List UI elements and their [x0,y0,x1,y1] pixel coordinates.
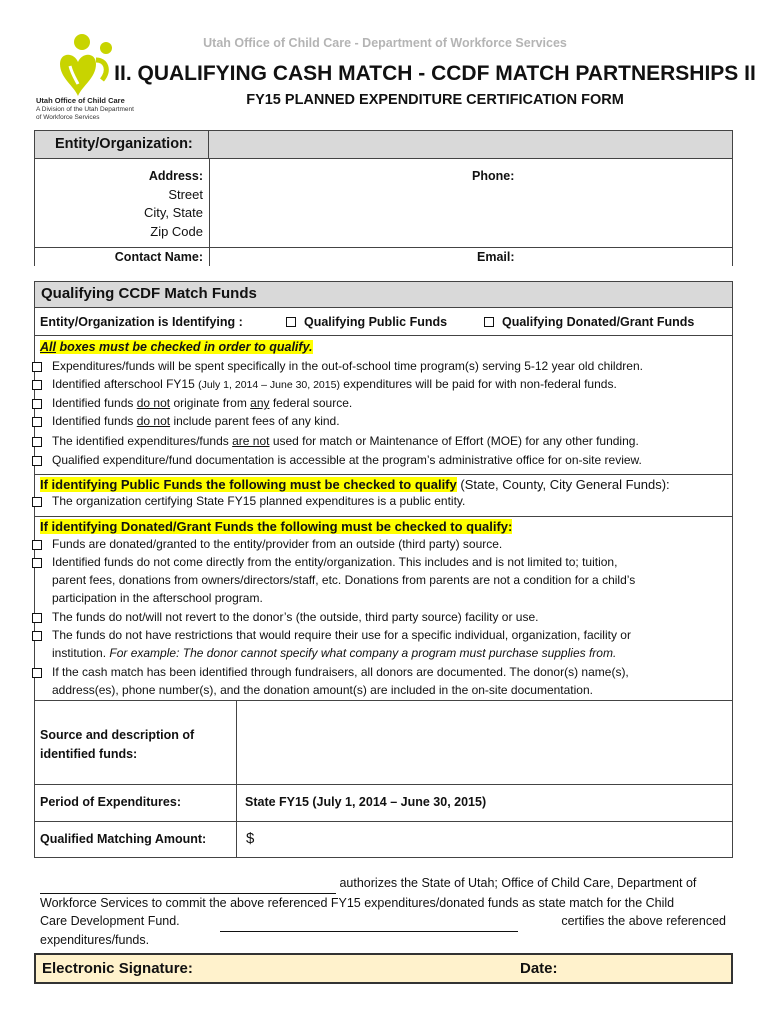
checkbox[interactable] [32,417,42,427]
address-divider [209,159,210,266]
contact-row-line [34,247,733,248]
source-label-line1: Source and description of [40,728,195,742]
checkbox[interactable] [32,437,42,447]
all-boxes-note-all [40,340,313,354]
all-boxes-all-word: All [40,340,56,354]
item-text-underline: do not [136,396,171,410]
signature-label: Electronic Signature: [42,960,193,977]
contact-input[interactable] [212,249,462,265]
cert-line-1-text: authorizes the State of Utah; Office of Child Care, Department of [336,876,697,890]
zip-label: Zip Code [150,223,203,239]
general-item-6 [52,453,642,467]
donated-funds-checkbox[interactable] [484,317,494,327]
identifying-row [35,309,732,336]
cert-line-1 [40,874,726,894]
item-text-underline: do not [136,414,171,428]
cert-line-3-left: Care Development Fund. [40,914,180,928]
item-text: The organization certifying State FY15 planned expenditures is a public entity. [52,494,466,508]
checkbox[interactable] [32,380,42,390]
phone-label: Phone: [472,169,515,183]
source-label [40,726,194,764]
funds-section-title: Qualifying CCDF Match Funds [41,285,257,302]
certifier-name-blank[interactable] [220,912,518,932]
donated-item-4-cont [52,646,616,660]
cert-line-4: expenditures/funds. [40,932,150,947]
public-item [52,494,465,508]
source-label-line2: identified funds: [40,747,138,761]
general-item-1 [52,359,643,373]
donated-item-4 [52,628,631,642]
address-input-area[interactable] [212,162,462,242]
checkbox[interactable] [32,497,42,507]
general-item-2 [52,377,617,391]
entity-label: Entity/Organization: [55,136,193,152]
item-text-underline: are not [232,434,270,448]
item-text: include parent fees of any kind. [170,414,340,428]
details-row-line-1 [34,784,733,785]
cert-line-2: Workforce Services to commit the above referenced FY15 expenditures/donated funds as state match for the Child [40,895,675,910]
contact-label: Contact Name: [114,250,203,264]
amount-input[interactable] [240,824,728,856]
checkbox[interactable] [32,558,42,568]
certification-text [40,874,726,949]
street-label: Street [168,186,203,202]
donated-item-2-cont [52,573,635,587]
date-label: Date: [520,960,558,977]
donated-funds-label: Qualifying Donated/Grant Funds [502,315,695,329]
period-value: State FY15 (July 1, 2014 – June 30, 2015) [245,795,487,809]
checkbox[interactable] [32,613,42,623]
item-text: If the cash match has been identified through fundraisers, all donors are documented. The donor(s) name(s), [52,665,629,679]
cert-line-3 [40,912,726,931]
item-text: parent fees, donations from owners/directors/staff, etc. Donations from parents are not a condition for a child’s [52,573,636,587]
public-funds-checkbox[interactable] [286,317,296,327]
item-text-italic: For example: The donor cannot specify what company a program must purchase supplies from. [109,646,617,660]
donated-funds-header [34,516,732,536]
all-boxes-rest: boxes must be checked in order to qualify. [55,340,313,354]
checkbox[interactable] [32,668,42,678]
item-text-small: (July 1, 2014 – June 30, 2015) [198,379,340,391]
logo-name: Utah Office of Child Care [36,96,125,105]
item-text: The funds do not/will not revert to the donor’s (the outside, third party source) facility or use. [52,610,539,624]
item-text: institution. [52,646,110,660]
item-text: originate from [170,396,251,410]
org-name-blank[interactable] [40,874,336,894]
email-input[interactable] [520,249,730,265]
amount-label: Qualified Matching Amount: [40,832,207,846]
dollar-sign: $ [246,830,255,847]
item-text: participation in the afterschool program. [52,591,263,605]
checkbox[interactable] [32,399,42,409]
address-label: Address: [148,169,203,183]
item-text: Funds are donated/granted to the entity/provider from an outside (third party) source. [52,537,503,551]
checkbox[interactable] [32,540,42,550]
entity-label-cell [35,131,209,159]
details-vertical-divider [236,701,237,858]
donated-item-2-cont [52,591,263,605]
donated-item-5-cont [52,683,593,697]
public-funds-header [34,474,732,494]
donated-funds-option[interactable] [484,315,694,329]
item-text: Identified afterschool FY15 [52,377,199,391]
item-text: address(es), phone number(s), and the donation amount(s) are included in the on-site documentation. [52,683,593,697]
item-text: Identified funds [52,414,137,428]
item-text: expenditures will be paid for with non-federal funds. [339,377,617,391]
checkbox[interactable] [32,631,42,641]
signature-box[interactable] [34,953,733,984]
item-text-underline: any [250,396,270,410]
donated-header-highlight: If identifying Donated/Grant Funds the following must be checked to qualify: [40,519,513,534]
donated-item-5 [52,665,629,679]
item-text: Qualified expenditure/fund documentation is accessible at the program’s administrative office for on-site review. [52,453,642,467]
item-text: used for match or Maintenance of Effort (MOE) for any other funding. [269,434,639,448]
entity-name-field[interactable] [209,131,732,159]
item-text: Identified funds do not come directly from the entity/organization. This includes and is not limited to; tuition, [52,555,618,569]
logo-subtitle: A Division of the Utah Department of Workforce Services [36,106,134,121]
checkbox[interactable] [32,362,42,372]
phone-input-area[interactable] [520,162,730,182]
public-funds-option[interactable] [286,315,447,329]
item-text: federal source. [269,396,353,410]
public-funds-label: Qualifying Public Funds [304,315,448,329]
item-text: The funds do not have restrictions that would require their use for a specific individual, organization, facility or [52,628,631,642]
identifying-label: Entity/Organization is Identifying : [40,315,243,329]
cert-line-3-right: certifies the above referenced [561,914,726,928]
checkbox[interactable] [32,456,42,466]
general-item-5 [52,434,639,448]
item-text: The identified expenditures/funds [52,434,233,448]
funds-title-bar [35,282,732,308]
general-item-3 [52,396,352,410]
period-label: Period of Expenditures: [40,795,181,809]
public-header-rest: (State, County, City General Funds): [456,477,670,492]
donated-item-1 [52,537,502,551]
details-row-line-2 [34,821,733,822]
page-subtitle: FY15 PLANNED EXPENDITURE CERTIFICATION FORM [246,92,624,108]
all-boxes-note [40,340,313,354]
donated-item-2 [52,555,617,569]
public-header-highlight: If identifying Public Funds the following must be checked to qualify [40,477,457,492]
address-label-block [40,167,203,241]
item-text: Identified funds [52,396,137,410]
agency-header: Utah Office of Child Care - Department of Workforce Services [203,36,567,50]
page-title: II. QUALIFYING CASH MATCH - CCDF MATCH PARTNERSHIPS II [114,62,756,85]
source-input[interactable] [240,705,728,781]
email-label: Email: [477,250,515,264]
donated-item-3 [52,610,538,624]
item-text: Expenditures/funds will be spent specifically in the out-of-school time program(s) serving 5-12 year old children. [52,359,643,373]
general-item-4 [52,414,340,428]
city-state-label: City, State [143,205,203,220]
